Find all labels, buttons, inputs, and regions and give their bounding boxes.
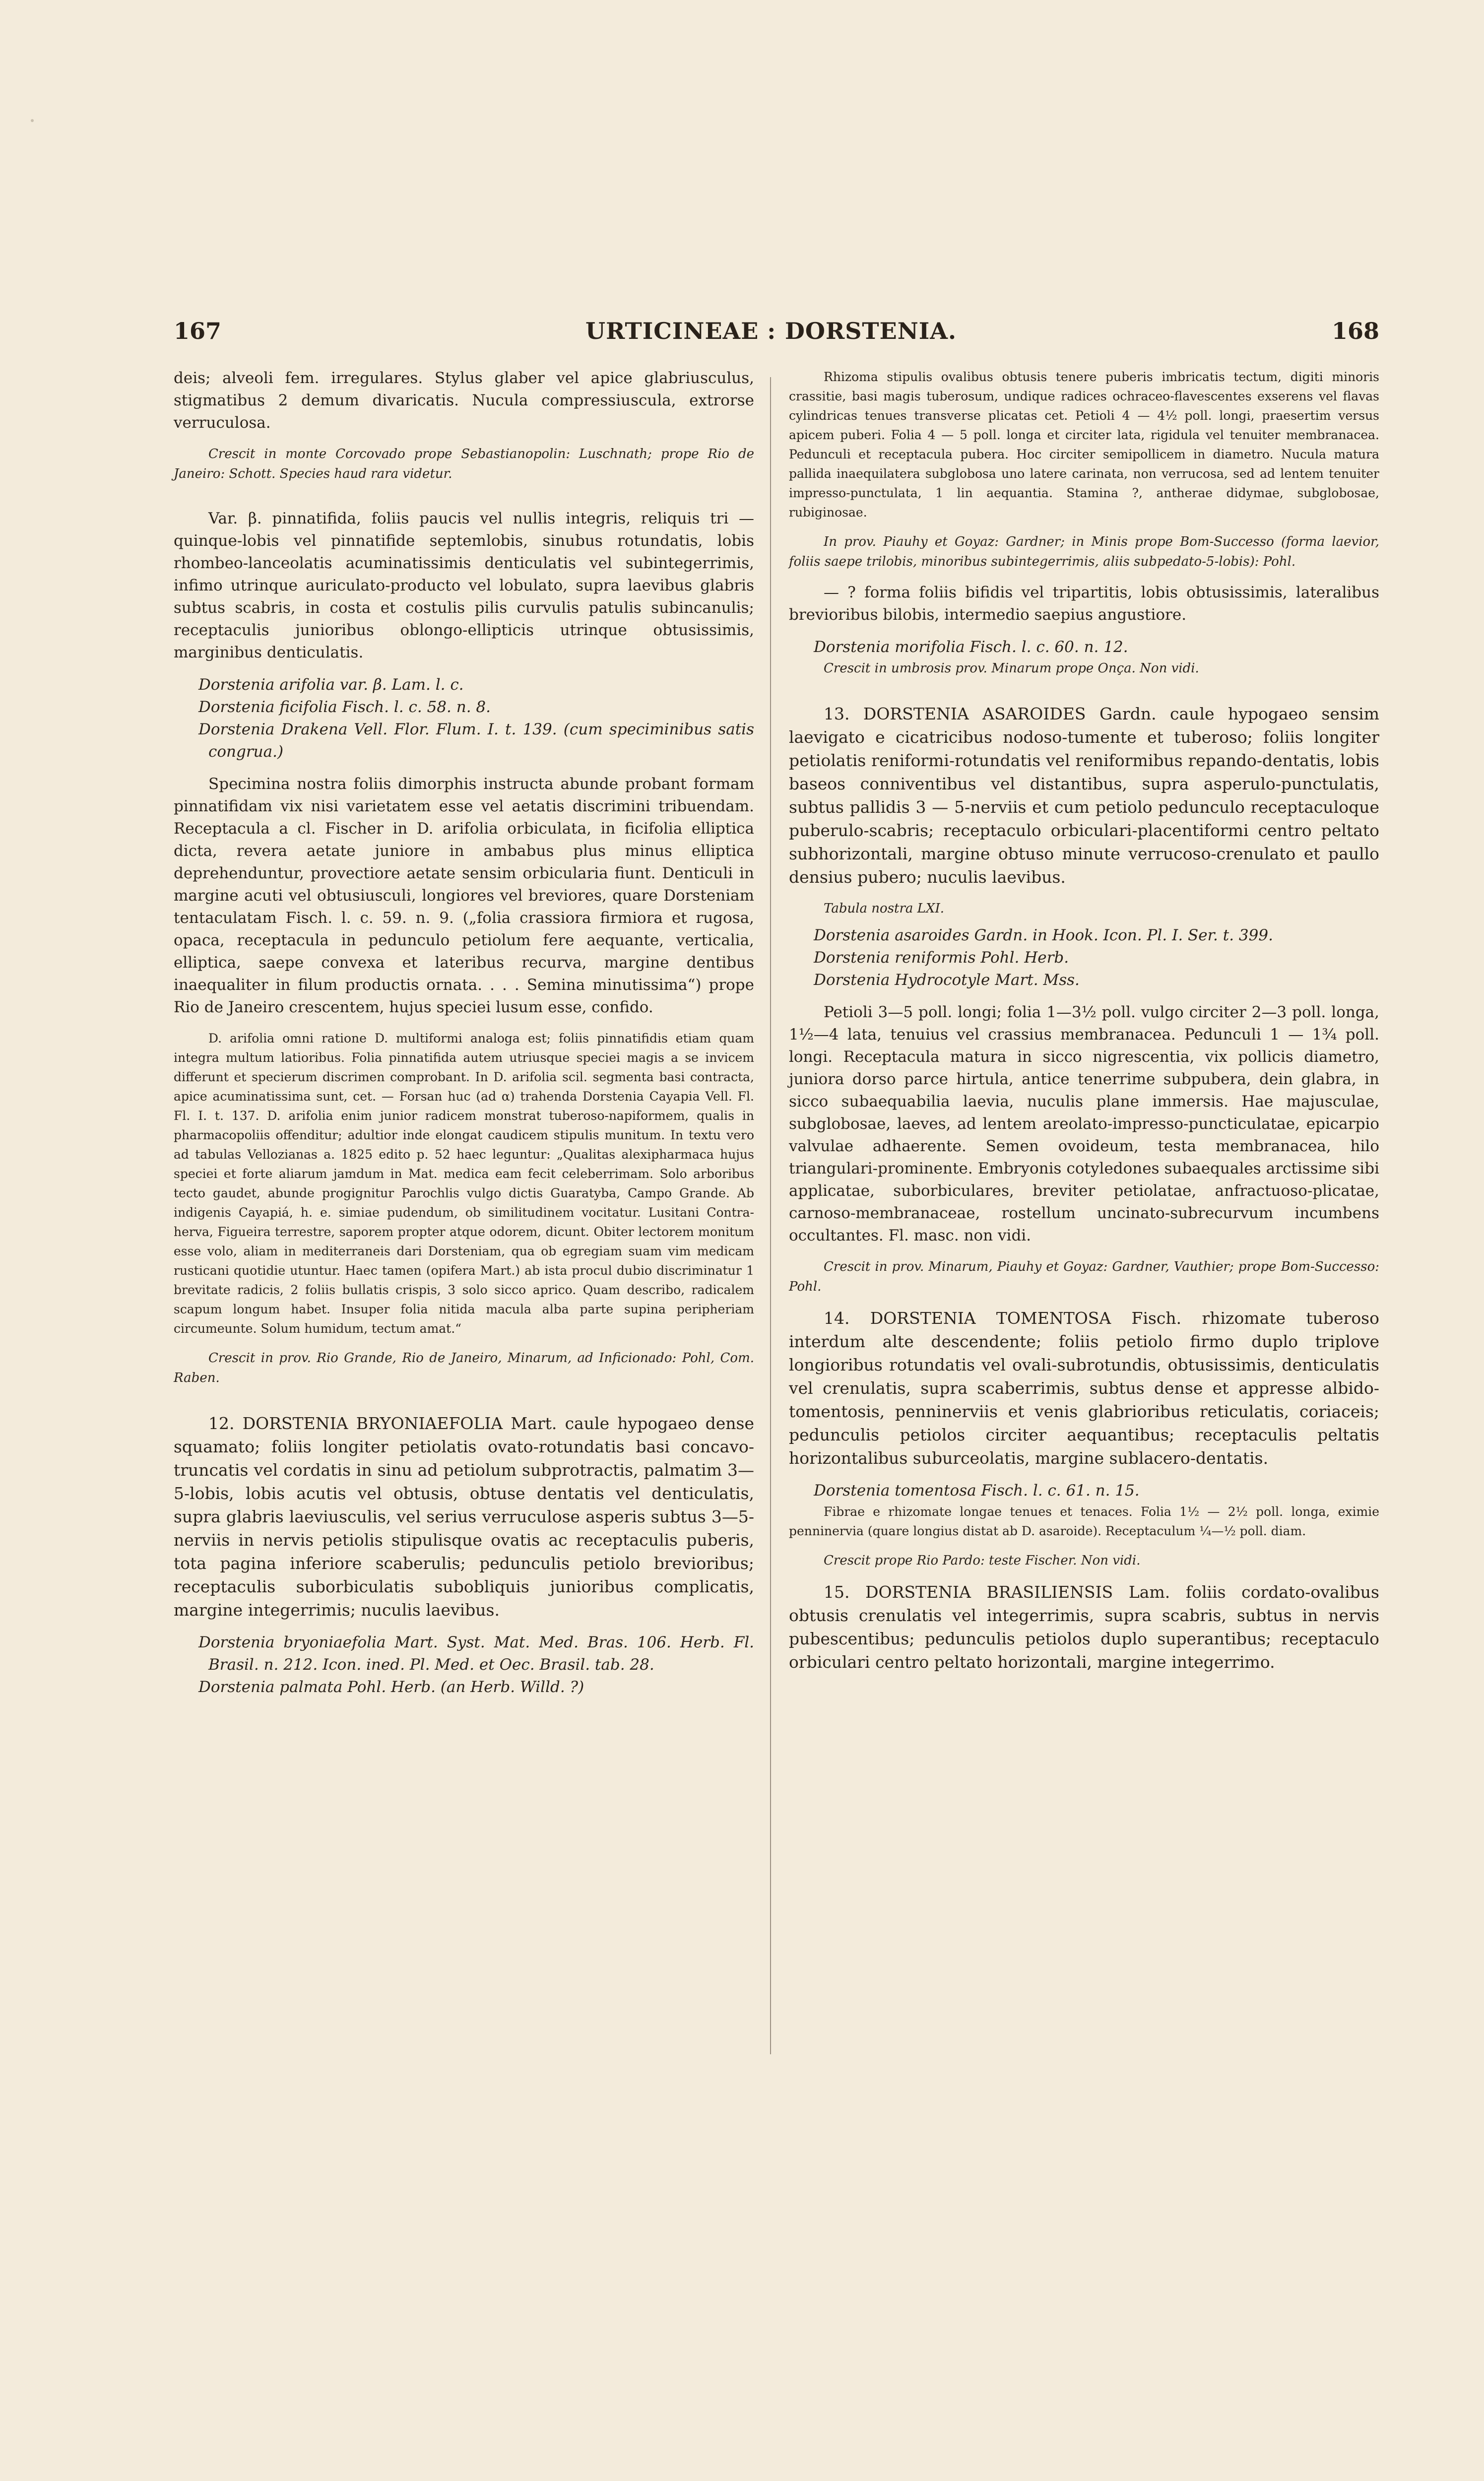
- variety-beta-description: Var. β. pinnatifida, foliis paucis vel nullis integris, reliquis tri — quinque-lobis vel pinnatifide septemlobis, sinubus rotundatis, lobis rhombeo-lanceolatis acuminatissimis denticulatis vel subintegerrimis, infimo utrinque auriculato-producto vel lobulato, supra laevibus glabris subtus scabris, in costa et costulis pilis curvulis patulis subincanulis; receptaculis junioribus oblongo-ellipticis utrinque obtusissimis, marginibus denticulatis.: [174, 510, 754, 661]
- locality-note: Crescit prope Rio Pardo: teste Fischer. Non vidi.: [824, 1553, 1141, 1568]
- note-paragraph: D. arifolia omni ratione D. multiformi analoga est; foliis pinnatifidis etiam quam integra multum latioribus. Folia pinnatifida autem utriusque speciei magis a se invicem differunt et specierum discrimen comprobant. In D. arifolia scil. segmenta basi contracta, apice acuminatissima sunt, cet. — Forsan huc (ad α) trahenda Dorstenia Cayapia Vell. Fl. Fl. I. t. 137. D. arifolia enim junior radicem monstrat tuberoso-napiformem, qualis in pharmacopoliis offenditur; adultior inde elongat caudicem stipulis munitum. In textu vero ad tabulas Vellozianas a. 1825 edito p. 52 haec leguntur: „Qualitas alexipharmaca hujus speciei et forte aliarum jamdum in Mat. medica eam fecit celeberrimam. Solo arboribus tecto gaudet, abunde progignitur Parochlis vulgo dictis Guaratyba, Campo Grande. Ab indigenis Cayapiá, h. e. simiae pudendum, ob similitudinem vocitatur. Lusitani Contra-herva, Figueira terrestre, saporem propter atque odorem, dicunt. Obiter lectorem monitum esse volo, aliam in mediterraneis dari Dorsteniam, qua ob egregiam suam vim medicam rusticani quotidie utuntur. Haec tamen (opifera Mart.) ab ista procul dubio discriminatur 1 brevitate radicis, 2 foliis bullatis crispis, 3 solo sicco aprico. Quam describo, radicalem scapum longum habet. Insuper folia nitida macula alba parte supina peripheriam circumeunte. Solum humidum, tectum amat.“: [174, 1031, 754, 1336]
- synonym: Dorstenia bryoniaefolia Mart. Syst. Mat. Med. Bras. 106. Herb. Fl. Brasil. n. 212. Icon. ined. Pl. Med. et Oec. Brasil. tab. 28.: [198, 1633, 754, 1674]
- rhizoma-description: Rhizoma stipulis ovalibus obtusis tenere puberis imbricatis tectum, digiti minoris crassitie, basi magis tuberosum, undique radices ochraceo-flavescentes exserens vel flavas cylindricas tenues transverse plicatas cet. Petioli 4 — 4½ poll. longi, praesertim versus apicem puberi. Folia 4 — 5 poll. longa et circiter lata, rigidula vel tenuiter membranacea. Pedunculi et receptacula pubera. Hoc circiter semipollicem in diametro. Nucula matura pallida inaequilatera subglobosa uno latere carinata, non verrucosa, sed ad lentem tenuiter impresso-punctulata, 1 lin aequantia. Stamina ?, antherae didymae, subglobosae, rubiginosae.: [789, 370, 1379, 520]
- species-14-heading: 14. DORSTENIA TOMENTOSA Fisch. rhizomate tuberoso interdum alte descendente; foliis petiolo firmo duplo triplove longioribus rotundatis vel ovali-subrotundis, obtusissimis, denticulatis vel crenulatis, supra scaberrimis, subtus dense et appresse albido-tomentosis, penninerviis et venis glabrioribus reticulatis, coriaceis; pedunculis petiolos circiter aequantibus; receptaculis peltatis horizontalibus suburceolatis, margine sublacero-dentatis.: [789, 1308, 1379, 1468]
- synonym: Dorstenia ficifolia Fisch. l. c. 58. n. 8.: [198, 698, 491, 716]
- synonym: Dorstenia asaroides Gardn. in Hook. Icon. Pl. I. Ser. t. 399.: [814, 926, 1273, 944]
- synonym-list: [174, 674, 754, 763]
- right-column: [789, 367, 1379, 1684]
- synonym: Dorstenia arifolia var. β. Lam. l. c.: [198, 676, 464, 694]
- page-number-right: 168: [1331, 318, 1379, 344]
- plate-reference: Tabula nostra LXI.: [824, 901, 944, 916]
- synonym: Dorstenia reniformis Pohl. Herb.: [814, 949, 1069, 967]
- synonym-list: [789, 924, 1379, 991]
- species-14-note: Fibrae e rhizomate longae tenues et tenaces. Folia 1½ — 2½ poll. longa, eximie penninervia (quare longius distat ab D. asaroide). Receptaculum ¼—½ poll. diam.: [789, 1504, 1379, 1538]
- description-continued: deis; alveoli fem. irregulares. Stylus glaber vel apice glabriusculus, stigmatibus 2 demum divaricatis. Nucula compressiuscula, extrorse verruculosa.: [174, 369, 754, 432]
- form-description: — ? forma foliis bifidis vel tripartitis, lobis obtusissimis, lateralibus brevioribus bilobis, intermedio saepius angustiore.: [789, 584, 1379, 624]
- species-15-heading: 15. DORSTENIA BRASILIENSIS Lam. foliis cordato-ovalibus obtusis crenulatis vel integerrimis, supra scabris, subtus in nervis pubescentibus; pedunculis petiolos duplo superantibus; receptaculo orbiculari centro peltato horizontali, margine integerrimo.: [789, 1582, 1379, 1672]
- species-13-description: Petioli 3—5 poll. longi; folia 1—3½ poll. vulgo circiter 2—3 poll. longa, 1½—4 lata, tenuius vel crassius membranacea. Pedunculi 1 — 1¾ poll. longi. Receptacula matura in sicco nigrescentia, vix pollicis diametro, juniora dorso parce hirtula, antice tenerrime subpubera, dein glabra, in sicco subaequabilia laevia, nuculis plane immersis. Hae majusculae, subglobosae, laeves, ad lentem areolato-impresso-puncticulatae, epicarpio valvulae adhaerente. Semen ovoideum, testa membranacea, hilo triangulari-prominente. Embryonis cotyledones subaequales arctissime sibi applicatae, suborbiculares, breviter petiolatae, anfractuoso-plicatae, carnoso-membranaceae, rostellum uncinato-subrecurvum incumbens occultantes. Fl. masc. non vidi.: [789, 1003, 1379, 1244]
- column-divider: [770, 377, 771, 2054]
- discussion-paragraph: Specimina nostra foliis dimorphis instructa abunde probant formam pinnatifidam vix nisi varietatem esse vel aetatis discrimini tribuendam. Receptacula a cl. Fischer in D. arifolia orbiculata, in ficifolia elliptica dicta, revera aetate juniore in ambabus plus minus elliptica deprehenduntur, provectiore aetate sensim orbicularia fiunt. Denticuli in margine acuti vel obtusiusculi, longiores vel breviores, quare Dorsteniam tentaculatam Fisch. l. c. 59. n. 9. („folia crassiora firmiora et rugosa, opaca, receptacula in pedunculo petiolum fere aequante, verticalia, elliptica, saepe convexa et lateribus recurva, margine dentibus inaequaliter in filum productis ornata. . . . Semina minutissima“) prope Rio de Janeiro crescentem, hujus speciei lusum esse, confido.: [174, 775, 754, 1016]
- locality-note: In prov. Piauhy et Goyaz: Gardner; in Minis prope Bom-Successo (forma laevior, foliis saepe trilobis, minoribus subintegerrimis, aliis subpedato-5-lobis): Pohl.: [789, 534, 1379, 569]
- synonym-list: [174, 1632, 754, 1698]
- synonym: Dorstenia morifolia Fisch. l. c. 60. n. 12.: [814, 638, 1128, 656]
- running-title-left: URTICINEAE :: [585, 318, 776, 344]
- locality-note: Crescit in prov. Rio Grande, Rio de Janeiro, Minarum, ad Inficionado: Pohl, Com. Raben.: [174, 1351, 754, 1385]
- species-12-heading: 12. DORSTENIA BRYONIAEFOLIA Mart. caule hypogaeo dense squamato; foliis longiter petiolatis ovato-rotundatis basi concavo-truncatis vel cordatis in sinu ad petiolum subprotractis, palmatim 3—5-lobis, lobis acutis vel obtusis, obtuse dentatis vel denticulatis, supra glabris laeviusculis, vel serius verruculose asperis subtus 3—5-nerviis in nervis petiolis stipulisque ovatis ac receptaculis puberis, tota pagina inferiore scaberulis; pedunculis petiolo brevioribus; receptaculis suborbiculatis subobliquis junioribus complicatis, margine integerrimis; nuculis laevibus.: [174, 1414, 754, 1620]
- page-header: [174, 318, 1379, 357]
- synonym: Dorstenia Drakena Vell. Flor. Flum. I. t. 139. (cum speciminibus satis congrua.): [198, 720, 754, 761]
- running-title-right: DORSTENIA.: [785, 318, 957, 344]
- species-13-heading: 13. DORSTENIA ASAROIDES Gardn. caule hypogaeo sensim laevigato e cicatricibus nodoso-tumente et tuberoso; foliis longiter petiolatis reniformi-rotundatis vel reniformibus repando-dentatis, lobis baseos conniventibus vel distantibus, supra asperulo-punctulatis, subtus pallidis 3 — 5-nerviis et cum petiolo pedunculo receptaculoque puberulo-scabris; receptaculo orbiculari-placentiformi centro peltato subhorizontali, margine obtuso minute verrucoso-crenulato et paullo densius pubero; nuculis laevibus.: [789, 704, 1379, 887]
- synonym: Dorstenia tomentosa Fisch. l. c. 61. n. 15.: [814, 1482, 1140, 1500]
- locality-note: Crescit in prov. Minarum, Piauhy et Goyaz: Gardner, Vauthier; prope Bom-Successo: Pohl.: [789, 1259, 1379, 1294]
- locality-note: Crescit in monte Corcovado prope Sebastianopolin: Luschnath; prope Rio de Janeiro: Schott. Species haud rara videtur.: [174, 447, 754, 481]
- locality-note: Crescit in umbrosis prov. Minarum prope Onça. Non vidi.: [824, 661, 1199, 676]
- page-number-left: 167: [174, 318, 222, 344]
- left-column: [174, 367, 754, 1708]
- synonym: Dorstenia Hydrocotyle Mart. Mss.: [814, 971, 1080, 989]
- synonym: Dorstenia palmata Pohl. Herb. (an Herb. Willd. ?): [198, 1678, 584, 1696]
- paper-speck: [31, 119, 34, 122]
